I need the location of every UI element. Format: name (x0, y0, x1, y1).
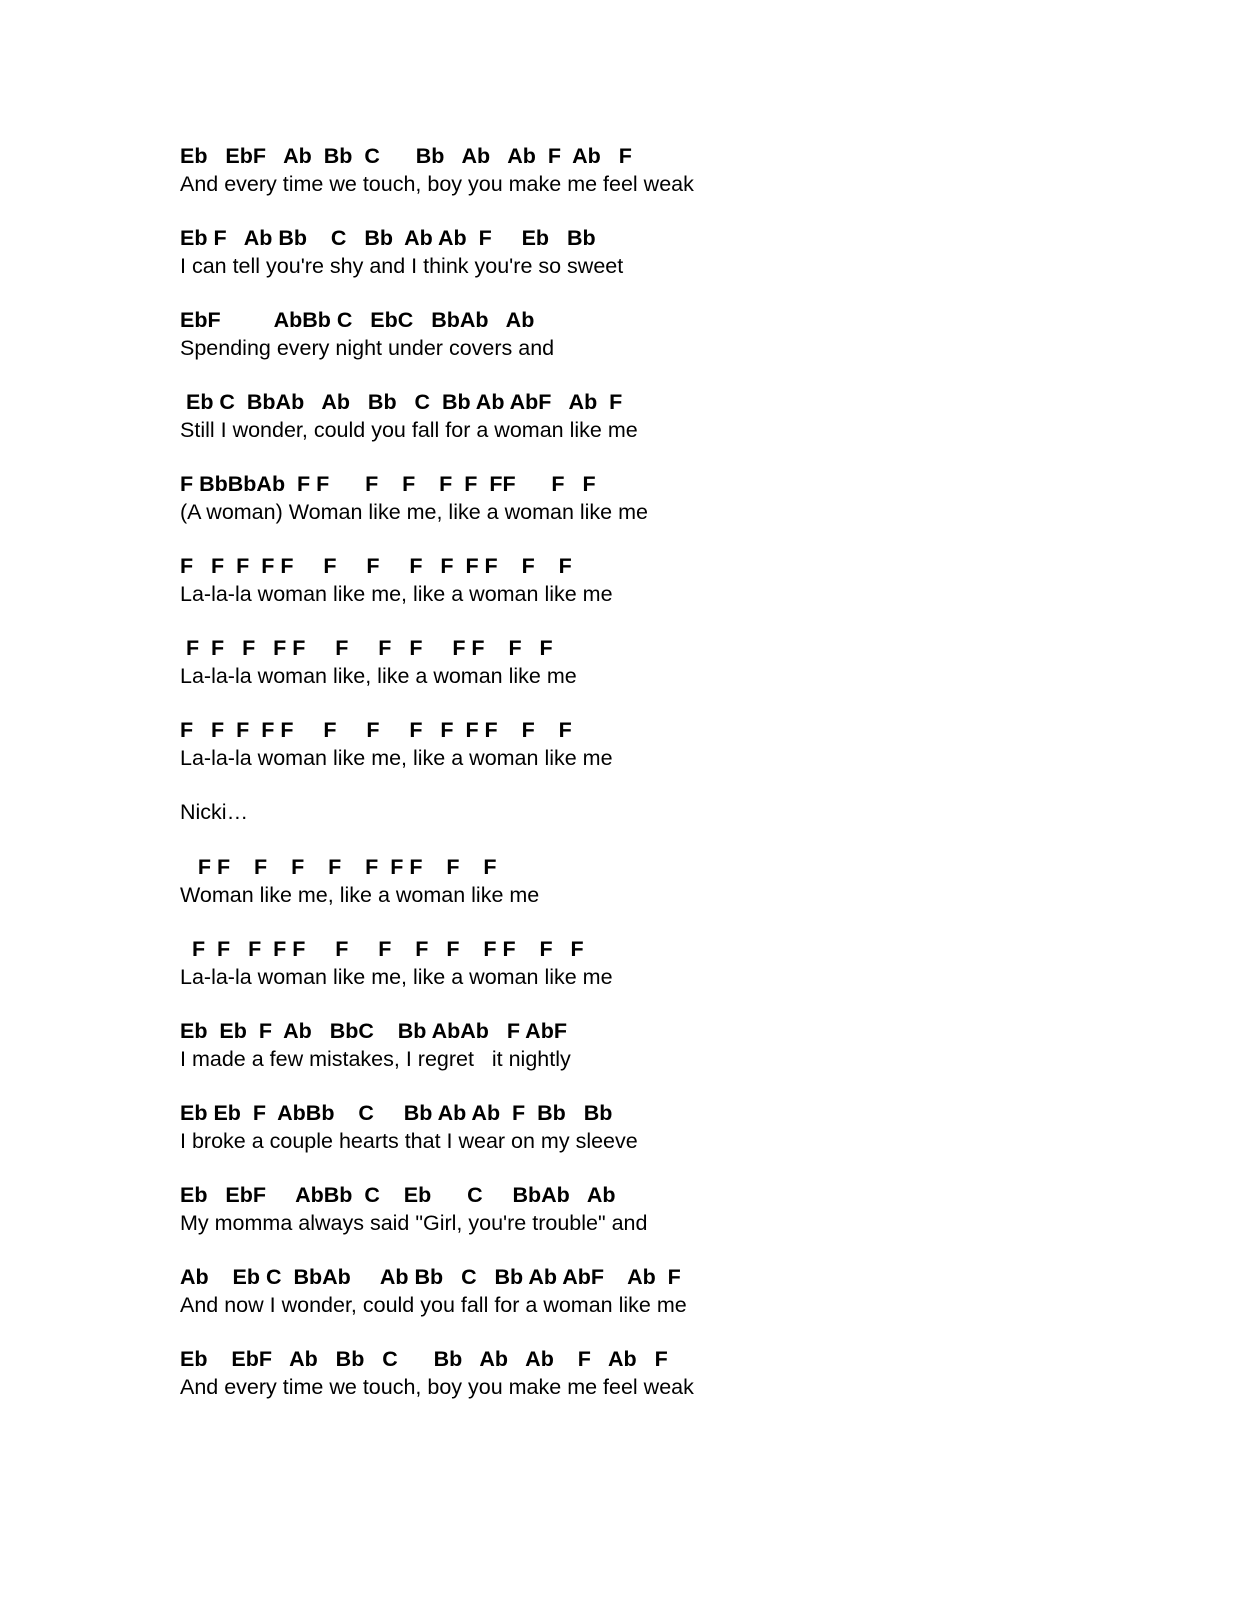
lyric-line: La-la-la woman like me, like a woman like me (180, 965, 613, 989)
stanza-5 (180, 470, 1140, 526)
lyric-line: I made a few mistakes, I regret it nightly (180, 1047, 571, 1071)
lyric-line: I can tell you're shy and I think you're so sweet (180, 254, 624, 278)
stanza-9 (180, 853, 1140, 909)
note-line: F F F F F F F F F F F F F (180, 937, 584, 961)
lyric-line: Spending every night under covers and (180, 336, 555, 360)
lyric-line: Woman like me, like a woman like me (180, 883, 540, 907)
note-line: Eb Eb F Ab BbC Bb AbAb F AbF (180, 1019, 567, 1043)
lyric-line: And every time we touch, boy you make me feel weak (180, 172, 694, 196)
note-line: Ab Eb C BbAb Ab Bb C Bb Ab AbF Ab F (180, 1265, 681, 1289)
stanza-13 (180, 1181, 1140, 1237)
stanza-3 (180, 306, 1140, 362)
lyric-line: La-la-la woman like me, like a woman like me (180, 746, 613, 770)
lyric-line: And every time we touch, boy you make me feel weak (180, 1375, 694, 1399)
note-line: F F F F F F F F F F (180, 855, 497, 879)
note-line: F F F F F F F F F F F F (180, 636, 553, 660)
note-line: Eb Eb F AbBb C Bb Ab Ab F Bb Bb (180, 1101, 613, 1125)
stanza-14 (180, 1263, 1140, 1319)
note-line: EbF AbBb C EbC BbAb Ab (180, 308, 535, 332)
note-line: F BbBbAb F F F F F F FF F F (180, 472, 596, 496)
stanza-4 (180, 388, 1140, 444)
spoken-cue: Nicki… (180, 800, 249, 824)
lyric-line: I broke a couple hearts that I wear on my sleeve (180, 1129, 638, 1153)
stanza-2 (180, 224, 1140, 280)
note-line: Eb F Ab Bb C Bb Ab Ab F Eb Bb (180, 226, 596, 250)
stanza-7 (180, 634, 1140, 690)
note-line: Eb EbF Ab Bb C Bb Ab Ab F Ab F (180, 1347, 668, 1371)
stanza-1 (180, 142, 1140, 198)
note-line: F F F F F F F F F F F F F (180, 718, 572, 742)
lyric-line: La-la-la woman like me, like a woman like me (180, 582, 613, 606)
stanza-11 (180, 1017, 1140, 1073)
stanza-15 (180, 1345, 1140, 1401)
stanza-6 (180, 552, 1140, 608)
lyric-line: Still I wonder, could you fall for a woman like me (180, 418, 638, 442)
note-line: Eb EbF AbBb C Eb C BbAb Ab (180, 1183, 616, 1207)
stanza-10 (180, 935, 1140, 991)
note-line: Eb EbF Ab Bb C Bb Ab Ab F Ab F (180, 144, 632, 168)
note-line: F F F F F F F F F F F F F (180, 554, 572, 578)
lyric-line: And now I wonder, could you fall for a woman like me (180, 1293, 687, 1317)
lyric-line: My momma always said "Girl, you're trouble" and (180, 1211, 648, 1235)
lyric-line: La-la-la woman like, like a woman like me (180, 664, 577, 688)
note-line: Eb C BbAb Ab Bb C Bb Ab AbF Ab F (180, 390, 623, 414)
stanza-12 (180, 1099, 1140, 1155)
lyric-line: (A woman) Woman like me, like a woman like me (180, 500, 648, 524)
stanza-8 (180, 716, 1140, 772)
